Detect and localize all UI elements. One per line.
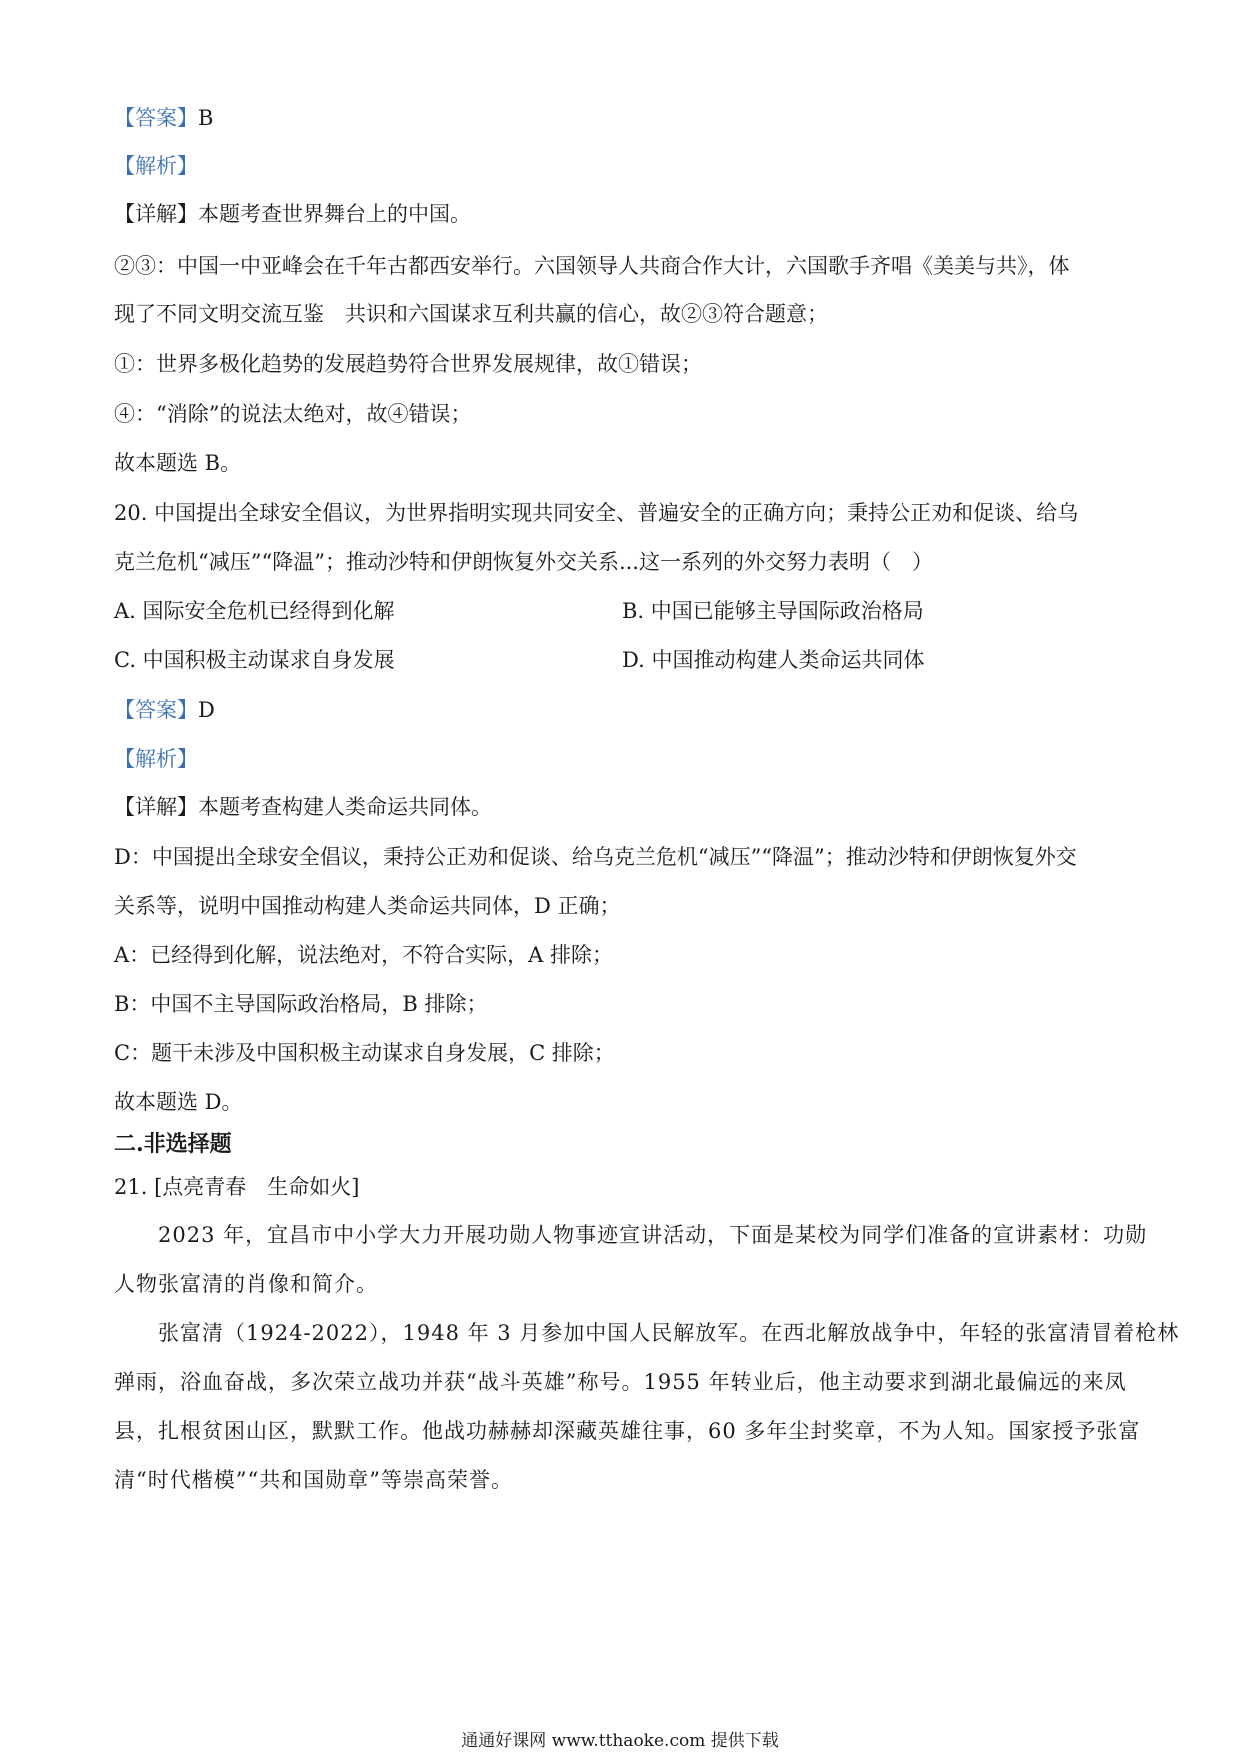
q19-answer-value: B <box>198 106 214 130</box>
q20-answer-line <box>114 695 1124 725</box>
q20-line-1: D：中国提出全球安全倡议，秉持公正劝和促谈、给乌克兰危机“减压”“降温”；推动沙特和伊朗恢复外交 <box>114 845 1077 869</box>
q20-line-3: A：已经得到化解，说法绝对，不符合实际，A 排除； <box>114 943 614 967</box>
q21-para2-line-2: 弹雨，浴血奋战，多次荣立战功并获“战斗英雄”称号。1955 年转业后，他主动要求到湖北最偏远的来凤 <box>114 1370 1127 1394</box>
q20-option-a: A. 国际安全危机已经得到化解 <box>114 599 395 623</box>
q19-line-1: ②③：中国一中亚峰会在千年古都西安举行。六国领导人共商合作大计，六国歌手齐唱《美美与共》，体 <box>114 254 1070 278</box>
q20-option-b: B. 中国已能够主导国际政治格局 <box>622 599 924 623</box>
q20-line-4: B：中国不主导国际政治格局，B 排除； <box>114 992 488 1016</box>
q19-line-3: ①：世界多极化趋势的发展趋势符合世界发展规律，故①错误； <box>114 352 702 376</box>
q21-para2-line-1: 张富清（1924-2022），1948 年 3 月参加中国人民解放军。在西北解放战争中，年轻的张富清冒着枪林 <box>158 1321 1180 1345</box>
q20-detail-line <box>114 792 1124 822</box>
q19-line-5: 故本题选 B。 <box>114 451 242 475</box>
q19-analysis-tag: 【解析】 <box>114 154 198 178</box>
q20-detail-tag: 【详解】 <box>114 795 198 819</box>
q19-line-2: 现了不同文明交流互鉴 共识和六国谋求互利共赢的信心，故②③符合题意； <box>114 302 828 326</box>
q20-option-d: D. 中国推动构建人类命运共同体 <box>622 648 925 672</box>
q21-title: 21. [点亮青春 生命如火] <box>114 1175 360 1199</box>
q19-detail-tag: 【详解】 <box>114 202 198 226</box>
q20-line-2: 关系等，说明中国推动构建人类命运共同体，D 正确； <box>114 894 621 918</box>
page-footer: 通通好课网 www.tthaoke.com 提供下载 <box>461 1731 779 1751</box>
q21-para2-line-4: 清“时代楷模”“共和国勋章”等崇高荣誉。 <box>114 1468 513 1492</box>
q21-para1-line-2: 人物张富清的肖像和简介。 <box>114 1272 378 1296</box>
q21-para1-line-1: 2023 年，宜昌市中小学大力开展功勋人物事迹宣讲活动，下面是某校为同学们准备的宣讲素材：功勋 <box>158 1223 1148 1247</box>
q19-answer-line <box>114 103 1124 133</box>
q19-detail-line <box>114 199 1124 229</box>
q20-detail-text: 本题考查构建人类命运共同体。 <box>198 795 492 819</box>
q19-detail-text: 本题考查世界舞台上的中国。 <box>198 202 471 226</box>
q19-answer-tag: 【答案】 <box>114 106 198 130</box>
q20-line-6: 故本题选 D。 <box>114 1090 243 1114</box>
q20-stem-line-1: 20. 中国提出全球安全倡议，为世界指明实现共同安全、普遍安全的正确方向；秉持公正劝和促谈、给乌 <box>114 501 1079 525</box>
q20-answer-tag: 【答案】 <box>114 698 198 722</box>
q20-analysis-tag: 【解析】 <box>114 747 198 771</box>
q20-stem-line-2: 克兰危机“减压”“降温”；推动沙特和伊朗恢复外交关系...这一系列的外交努力表明（ ） <box>114 550 933 574</box>
q20-answer-value: D <box>198 698 215 722</box>
q20-line-5: C：题干未涉及中国积极主动谋求自身发展，C 排除； <box>114 1041 615 1065</box>
q19-line-4: ④：“消除”的说法太绝对，故④错误； <box>114 402 472 426</box>
q21-para2-line-3: 县，扎根贫困山区，默默工作。他战功赫赫却深藏英雄往事，60 多年尘封奖章，不为人知。国家授予张富 <box>114 1419 1141 1443</box>
section-title: 二.非选择题 <box>114 1131 232 1157</box>
q20-option-c: C. 中国积极主动谋求自身发展 <box>114 648 395 672</box>
